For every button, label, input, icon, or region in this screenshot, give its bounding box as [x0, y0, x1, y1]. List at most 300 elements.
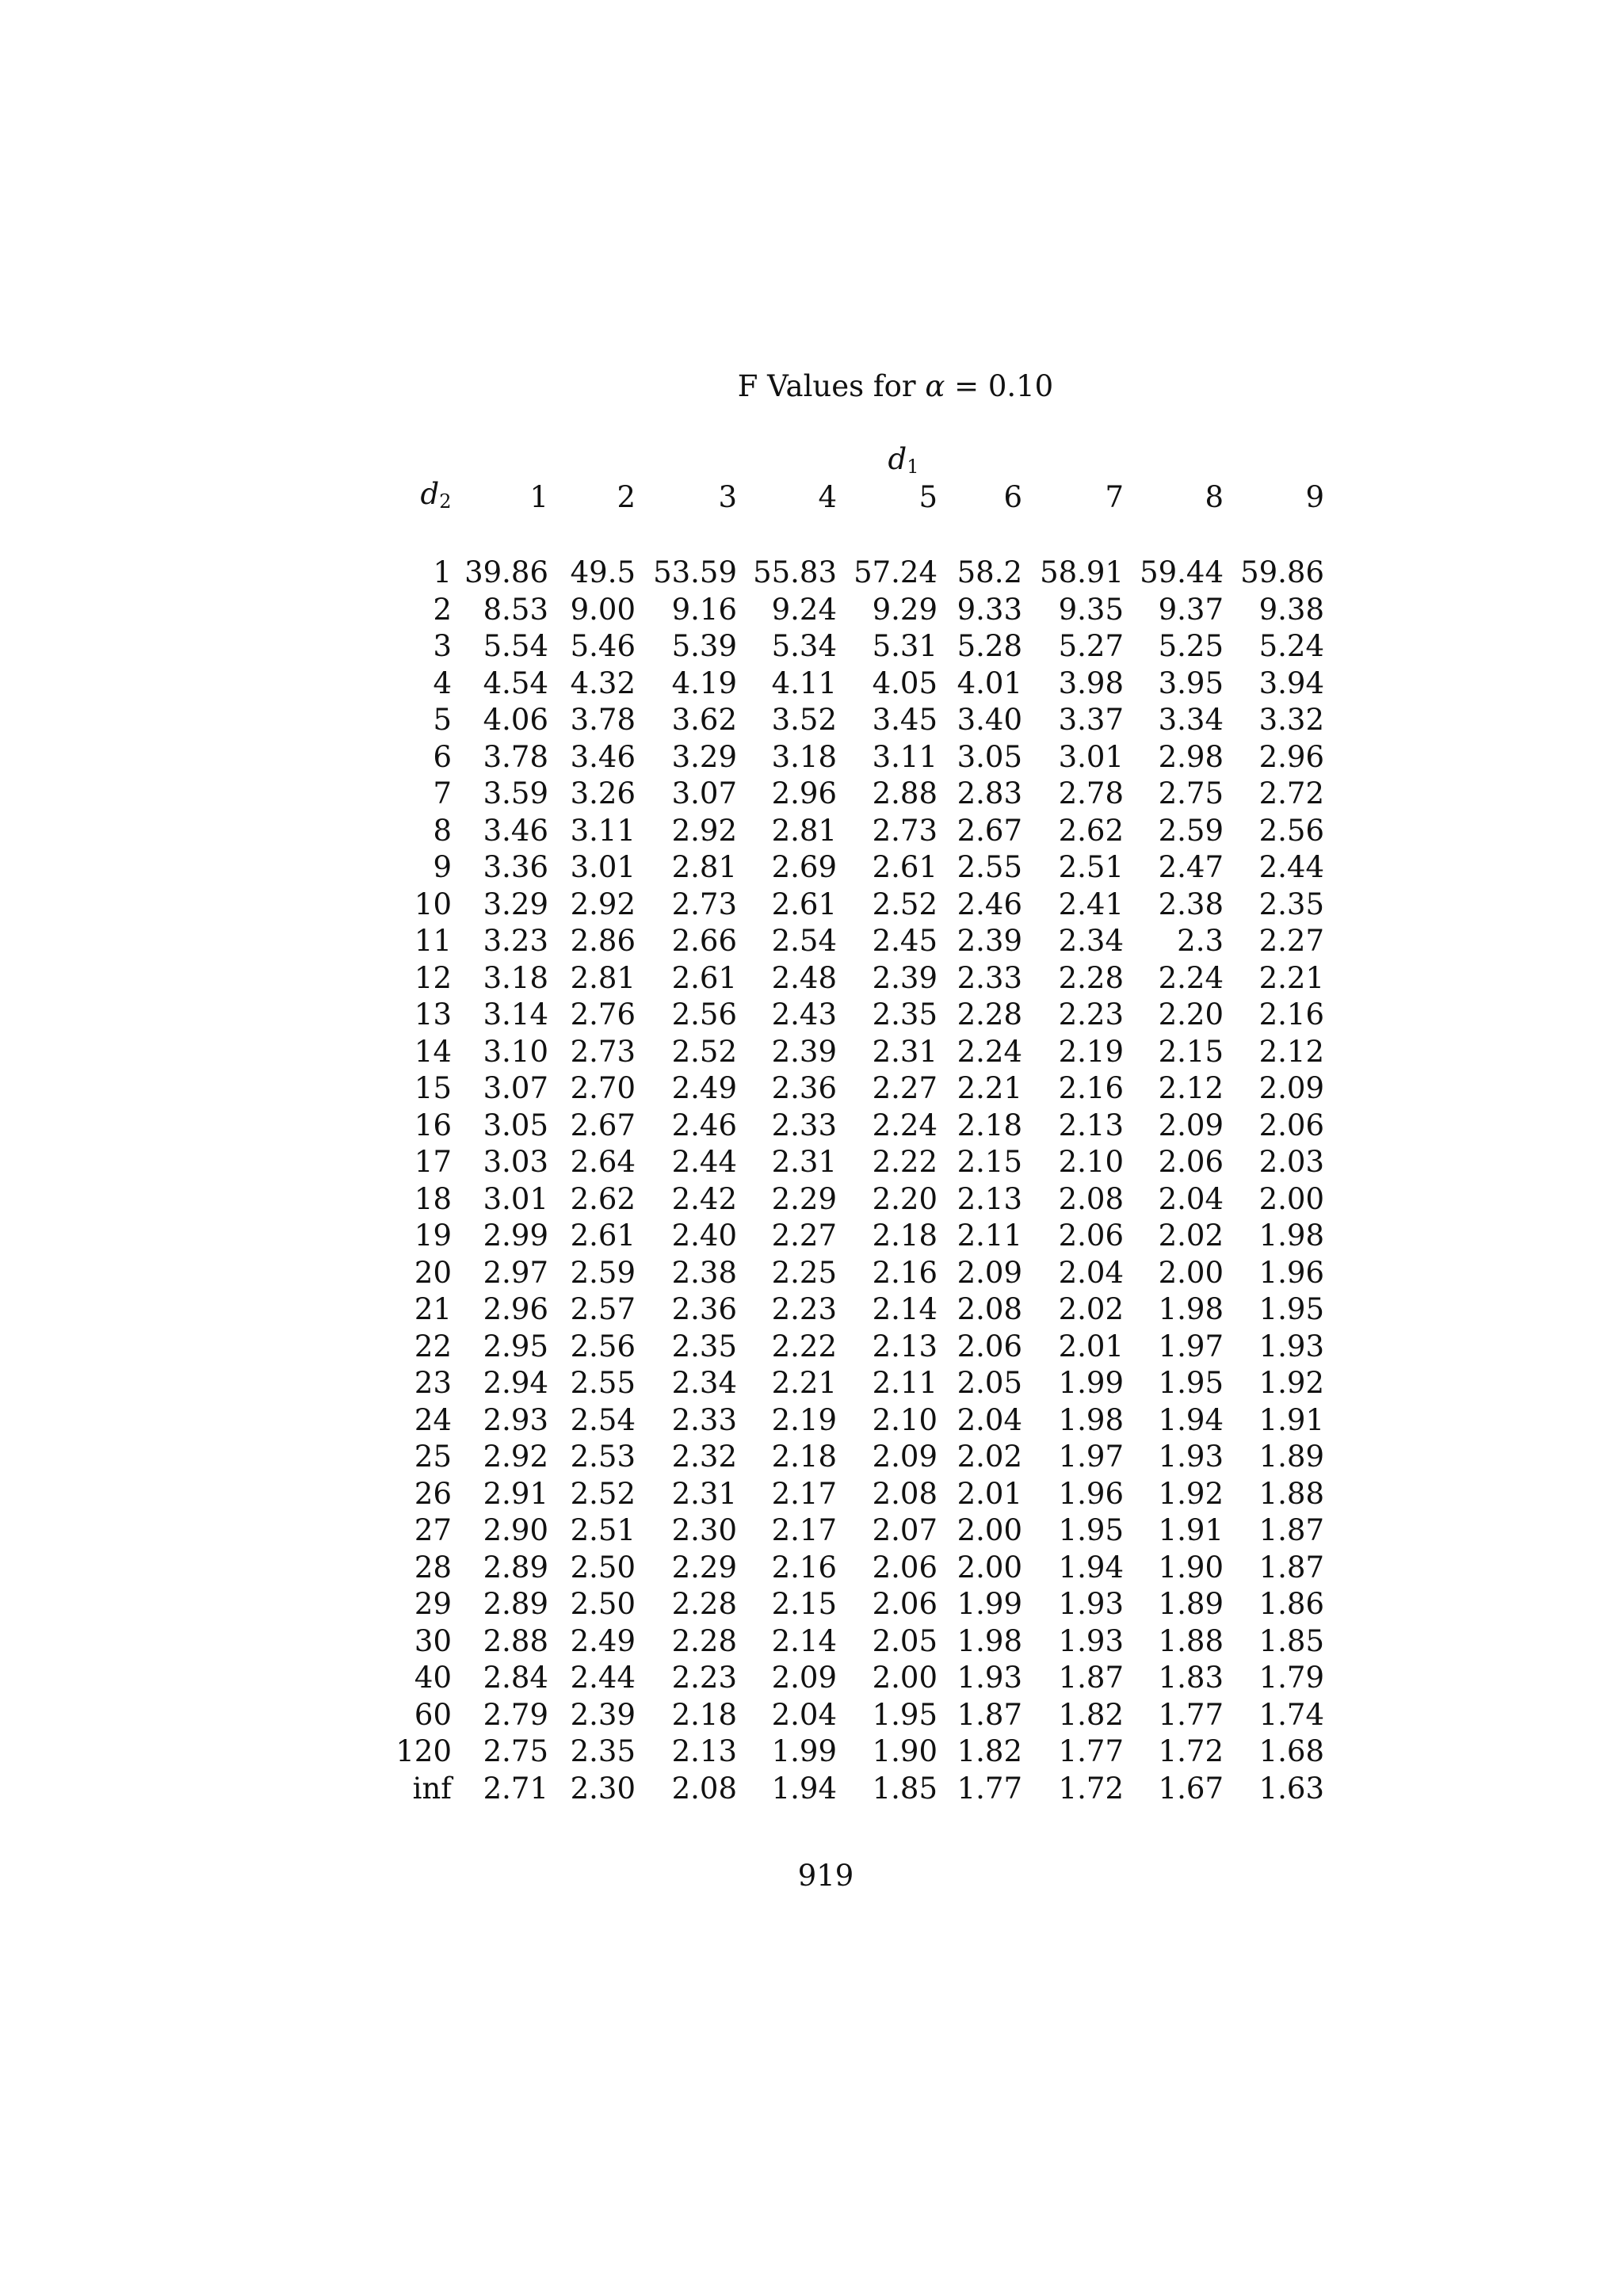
row-label: 28	[414, 1550, 452, 1585]
table-cell: 1.90	[872, 1734, 938, 1768]
table-cell: 2.52	[671, 1034, 737, 1069]
table-cell: 2.35	[570, 1734, 636, 1768]
row-label: 30	[414, 1623, 452, 1658]
table-cell: 2.02	[957, 1440, 1022, 1474]
table-cell: 2.50	[570, 1587, 636, 1621]
table-cell: 2.44	[570, 1661, 636, 1695]
table-cell: 1.93	[1158, 1440, 1224, 1474]
table-cell: 2.34	[1058, 924, 1124, 958]
column-header: 8	[1205, 480, 1224, 514]
row-label: 7	[433, 776, 452, 810]
table-cell: 9.35	[1058, 592, 1124, 627]
row-label: 2	[433, 592, 452, 627]
table-cell: 2.22	[771, 1329, 837, 1363]
column-header: 6	[1003, 480, 1022, 514]
row-label: 18	[414, 1181, 452, 1216]
table-cell: 1.89	[1158, 1587, 1224, 1621]
table-cell: 2.61	[671, 960, 737, 995]
table-cell: 2.46	[957, 887, 1022, 921]
table-cell: 2.88	[483, 1623, 548, 1658]
column-header: 2	[617, 480, 636, 514]
table-cell: 2.28	[957, 997, 1022, 1032]
table-cell: 3.18	[483, 960, 548, 995]
table-cell: 2.14	[872, 1292, 938, 1326]
table-cell: 2.09	[957, 1255, 1022, 1290]
table-cell: 2.00	[1258, 1181, 1324, 1216]
table-cell: 2.90	[483, 1513, 548, 1547]
table-cell: 2.52	[570, 1476, 636, 1511]
table-cell: 1.77	[1058, 1734, 1124, 1768]
table-cell: 2.62	[1058, 813, 1124, 848]
table-cell: 3.10	[483, 1034, 548, 1069]
table-cell: 2.04	[957, 1402, 1022, 1437]
row-label: 13	[414, 997, 452, 1032]
table-cell: 2.19	[771, 1402, 837, 1437]
page-number: 919	[797, 1859, 854, 1893]
table-cell: 2.11	[872, 1366, 938, 1400]
table-cell: 2.61	[771, 887, 837, 921]
table-cell: 2.16	[1258, 997, 1324, 1032]
table-cell: 2.18	[671, 1697, 737, 1732]
table-cell: 2.51	[570, 1513, 636, 1547]
table-cell: 2.11	[957, 1219, 1022, 1253]
table-cell: 2.44	[1258, 850, 1324, 884]
row-label: 22	[414, 1329, 452, 1363]
table-cell: 2.35	[671, 1329, 737, 1363]
table-cell: 2.92	[483, 1440, 548, 1474]
table-cell: 2.38	[671, 1255, 737, 1290]
table-cell: 2.23	[771, 1292, 837, 1326]
table-cell: 2.89	[483, 1550, 548, 1585]
table-cell: 2.30	[570, 1771, 636, 1806]
table-cell: 59.44	[1140, 555, 1224, 589]
table-cell: 5.24	[1258, 629, 1324, 663]
table-cell: 2.28	[1058, 960, 1124, 995]
table-cell: 9.16	[671, 592, 737, 627]
table-cell: 2.39	[570, 1697, 636, 1732]
table-cell: 2.49	[570, 1623, 636, 1658]
d2-base: d	[420, 477, 440, 511]
d2-subscript: 2	[439, 490, 452, 513]
table-cell: 58.2	[957, 555, 1022, 589]
row-label: 15	[414, 1071, 452, 1105]
table-cell: 2.09	[1158, 1108, 1224, 1142]
table-cell: 2.69	[771, 850, 837, 884]
table-cell: 2.42	[671, 1181, 737, 1216]
table-cell: 1.99	[1058, 1366, 1124, 1400]
table-cell: 2.67	[957, 813, 1022, 848]
table-cell: 2.49	[671, 1071, 737, 1105]
table-cell: 1.67	[1158, 1771, 1224, 1806]
table-cell: 2.01	[1058, 1329, 1124, 1363]
table-cell: 2.25	[771, 1255, 837, 1290]
table-cell: 3.98	[1058, 666, 1124, 700]
table-cell: 1.63	[1258, 1771, 1324, 1806]
row-label: 9	[433, 850, 452, 884]
table-cell: 3.34	[1158, 703, 1224, 737]
table-cell: 2.75	[483, 1734, 548, 1768]
table-cell: 2.36	[771, 1071, 837, 1105]
column-header: 9	[1305, 480, 1324, 514]
table-cell: 2.05	[872, 1623, 938, 1658]
table-cell: 3.26	[570, 776, 636, 810]
table-cell: 2.54	[771, 924, 837, 958]
table-cell: 2.75	[1158, 776, 1224, 810]
table-cell: 2.84	[483, 1661, 548, 1695]
table-cell: 2.29	[671, 1550, 737, 1585]
table-cell: 3.01	[483, 1181, 548, 1216]
table-cell: 2.17	[771, 1513, 837, 1547]
table-cell: 2.35	[1258, 887, 1324, 921]
table-cell: 2.06	[1258, 1108, 1324, 1142]
table-cell: 2.55	[570, 1366, 636, 1400]
table-cell: 2.54	[570, 1402, 636, 1437]
table-cell: 2.34	[671, 1366, 737, 1400]
row-label: 60	[414, 1697, 452, 1732]
table-cell: 2.32	[671, 1440, 737, 1474]
table-cell: 2.50	[570, 1550, 636, 1585]
table-cell: 2.19	[1058, 1034, 1124, 1069]
table-cell: 4.32	[570, 666, 636, 700]
table-cell: 2.00	[957, 1550, 1022, 1585]
table-cell: 2.98	[1158, 739, 1224, 774]
table-cell: 2.22	[872, 1145, 938, 1179]
table-cell: 2.04	[1158, 1181, 1224, 1216]
table-cell: 3.46	[570, 739, 636, 774]
table-cell: 3.78	[570, 703, 636, 737]
table-cell: 3.11	[872, 739, 938, 774]
table-cell: 2.44	[671, 1145, 737, 1179]
table-cell: 3.32	[1258, 703, 1324, 737]
table-cell: 2.83	[957, 776, 1022, 810]
table-cell: 2.13	[957, 1181, 1022, 1216]
table-cell: 2.70	[570, 1071, 636, 1105]
table-cell: 4.11	[771, 666, 837, 700]
table-cell: 1.87	[1258, 1550, 1324, 1585]
table-cell: 4.19	[671, 666, 737, 700]
table-cell: 1.93	[1058, 1623, 1124, 1658]
table-cell: 2.15	[1158, 1034, 1224, 1069]
table-cell: 2.09	[872, 1440, 938, 1474]
table-cell: 2.30	[671, 1513, 737, 1547]
table-cell: 9.33	[957, 592, 1022, 627]
table-cell: 5.34	[771, 629, 837, 663]
table-cell: 2.06	[872, 1550, 938, 1585]
d1-axis-label	[880, 444, 927, 482]
table-cell: 3.78	[483, 739, 548, 774]
table-cell: 2.00	[957, 1513, 1022, 1547]
row-label: 120	[395, 1734, 452, 1768]
table-title	[0, 369, 1623, 404]
table-cell: 2.93	[483, 1402, 548, 1437]
row-label: 5	[433, 703, 452, 737]
table-cell: 2.45	[872, 924, 938, 958]
table-cell: 2.28	[671, 1623, 737, 1658]
table-cell: 2.73	[570, 1034, 636, 1069]
table-cell: 2.08	[671, 1771, 737, 1806]
table-cell: 3.29	[671, 739, 737, 774]
table-cell: 2.41	[1058, 887, 1124, 921]
table-cell: 2.12	[1258, 1034, 1324, 1069]
table-cell: 2.57	[570, 1292, 636, 1326]
table-cell: 2.01	[957, 1476, 1022, 1511]
table-cell: 2.23	[1058, 997, 1124, 1032]
table-cell: 2.46	[671, 1108, 737, 1142]
table-cell: 2.08	[872, 1476, 938, 1511]
table-cell: 1.92	[1258, 1366, 1324, 1400]
table-cell: 1.98	[1058, 1402, 1124, 1437]
table-cell: 1.94	[771, 1771, 837, 1806]
table-cell: 1.95	[1258, 1292, 1324, 1326]
table-cell: 2.16	[771, 1550, 837, 1585]
table-cell: 2.36	[671, 1292, 737, 1326]
table-cell: 57.24	[854, 555, 938, 589]
table-cell: 2.39	[771, 1034, 837, 1069]
table-cell: 2.28	[671, 1587, 737, 1621]
row-label: 10	[414, 887, 452, 921]
table-cell: 2.06	[1158, 1145, 1224, 1179]
column-header: 7	[1105, 480, 1124, 514]
table-cell: 2.16	[872, 1255, 938, 1290]
table-cell: 1.91	[1258, 1402, 1324, 1437]
table-cell: 2.81	[771, 813, 837, 848]
column-header: 3	[718, 480, 737, 514]
table-cell: 4.05	[872, 666, 938, 700]
row-label: 8	[433, 813, 452, 848]
table-cell: 3.07	[483, 1071, 548, 1105]
row-label: 24	[414, 1402, 452, 1437]
row-label: 3	[433, 629, 452, 663]
table-cell: 2.96	[771, 776, 837, 810]
row-label: 20	[414, 1255, 452, 1290]
table-cell: 1.99	[771, 1734, 837, 1768]
table-cell: 2.31	[771, 1145, 837, 1179]
table-cell: 2.24	[1158, 960, 1224, 995]
table-cell: 9.00	[570, 592, 636, 627]
table-cell: 2.86	[570, 924, 636, 958]
row-label: 23	[414, 1366, 452, 1400]
table-cell: 2.92	[671, 813, 737, 848]
table-cell: 9.38	[1258, 592, 1324, 627]
table-cell: 2.39	[872, 960, 938, 995]
table-cell: 2.76	[570, 997, 636, 1032]
table-cell: 2.91	[483, 1476, 548, 1511]
table-cell: 2.24	[872, 1108, 938, 1142]
table-cell: 2.33	[771, 1108, 837, 1142]
table-cell: 1.95	[872, 1697, 938, 1732]
table-cell: 3.05	[957, 739, 1022, 774]
row-label: 12	[414, 960, 452, 995]
table-cell: 1.87	[1058, 1661, 1124, 1695]
table-cell: 5.39	[671, 629, 737, 663]
table-cell: 2.21	[1258, 960, 1324, 995]
table-cell: 2.62	[570, 1181, 636, 1216]
table-cell: 5.27	[1058, 629, 1124, 663]
table-cell: 2.52	[872, 887, 938, 921]
table-cell: 5.46	[570, 629, 636, 663]
table-cell: 3.40	[957, 703, 1022, 737]
table-cell: 1.91	[1158, 1513, 1224, 1547]
table-cell: 8.53	[483, 592, 548, 627]
table-cell: 2.29	[771, 1181, 837, 1216]
table-cell: 2.43	[771, 997, 837, 1032]
table-cell: 3.62	[671, 703, 737, 737]
table-cell: 3.23	[483, 924, 548, 958]
table-cell: 2.02	[1058, 1292, 1124, 1326]
row-label: 11	[414, 924, 452, 958]
table-cell: 3.03	[483, 1145, 548, 1179]
table-cell: 2.08	[1058, 1181, 1124, 1216]
table-cell: 2.59	[570, 1255, 636, 1290]
table-cell: 2.27	[872, 1071, 938, 1105]
table-cell: 2.51	[1058, 850, 1124, 884]
table-cell: 3.37	[1058, 703, 1124, 737]
table-cell: 2.08	[957, 1292, 1022, 1326]
table-cell: 1.90	[1158, 1550, 1224, 1585]
table-cell: 1.98	[1158, 1292, 1224, 1326]
table-cell: 1.77	[957, 1771, 1022, 1806]
alpha-symbol: α	[925, 369, 945, 403]
table-cell: 2.39	[957, 924, 1022, 958]
table-cell: 1.82	[957, 1734, 1022, 1768]
table-cell: 3.95	[1158, 666, 1224, 700]
table-cell: 2.96	[1258, 739, 1324, 774]
table-cell: 2.38	[1158, 887, 1224, 921]
table-cell: 9.29	[872, 592, 938, 627]
row-label: 17	[414, 1145, 452, 1179]
table-cell: 2.47	[1158, 850, 1224, 884]
title-prefix: F Values for	[737, 369, 916, 403]
table-cell: 2.00	[872, 1661, 938, 1695]
table-cell: 2.07	[872, 1513, 938, 1547]
table-cell: 2.55	[957, 850, 1022, 884]
table-cell: 2.13	[872, 1329, 938, 1363]
row-label: 19	[414, 1219, 452, 1253]
table-cell: 3.46	[483, 813, 548, 848]
table-cell: 3.01	[570, 850, 636, 884]
table-cell: 3.52	[771, 703, 837, 737]
table-cell: 2.59	[1158, 813, 1224, 848]
table-cell: 2.23	[671, 1661, 737, 1695]
table-cell: 2.61	[872, 850, 938, 884]
table-cell: 1.99	[957, 1587, 1022, 1621]
table-cell: 2.06	[872, 1587, 938, 1621]
row-label: 16	[414, 1108, 452, 1142]
row-label: 26	[414, 1476, 452, 1511]
table-cell: 1.72	[1158, 1734, 1224, 1768]
d1-base: d	[888, 442, 907, 476]
table-cell: 2.13	[1058, 1108, 1124, 1142]
column-header: 4	[818, 480, 837, 514]
table-cell: 2.78	[1058, 776, 1124, 810]
table-cell: 2.31	[671, 1476, 737, 1511]
table-cell: 2.27	[1258, 924, 1324, 958]
table-cell: 2.92	[570, 887, 636, 921]
table-cell: 5.54	[483, 629, 548, 663]
table-cell: 4.06	[483, 703, 548, 737]
table-cell: 2.09	[771, 1661, 837, 1695]
table-cell: 2.18	[771, 1440, 837, 1474]
table-cell: 1.83	[1158, 1661, 1224, 1695]
table-cell: 1.87	[1258, 1513, 1324, 1547]
table-cell: 1.74	[1258, 1697, 1324, 1732]
d1-subscript: 1	[907, 456, 919, 478]
table-cell: 2.56	[671, 997, 737, 1032]
table-cell: 3.94	[1258, 666, 1324, 700]
table-cell: 2.21	[771, 1366, 837, 1400]
table-cell: 4.01	[957, 666, 1022, 700]
table-cell: 2.16	[1058, 1071, 1124, 1105]
table-cell: 39.86	[464, 555, 548, 589]
table-cell: 2.31	[872, 1034, 938, 1069]
table-cell: 3.14	[483, 997, 548, 1032]
table-cell: 2.09	[1258, 1071, 1324, 1105]
table-cell: 2.67	[570, 1108, 636, 1142]
table-cell: 2.48	[771, 960, 837, 995]
table-cell: 1.95	[1058, 1513, 1124, 1547]
table-cell: 2.21	[957, 1071, 1022, 1105]
table-cell: 1.96	[1258, 1255, 1324, 1290]
table-cell: 1.89	[1258, 1440, 1324, 1474]
table-cell: 1.98	[957, 1623, 1022, 1658]
title-suffix: = 0.10	[954, 369, 1054, 403]
table-cell: 2.33	[671, 1402, 737, 1437]
table-cell: 1.88	[1158, 1623, 1224, 1658]
table-cell: 58.91	[1040, 555, 1124, 589]
table-cell: 1.88	[1258, 1476, 1324, 1511]
table-cell: 1.95	[1158, 1366, 1224, 1400]
table-cell: 2.20	[872, 1181, 938, 1216]
table-cell: 2.89	[483, 1587, 548, 1621]
table-cell: 2.33	[957, 960, 1022, 995]
row-label: 21	[414, 1292, 452, 1326]
table-cell: 2.94	[483, 1366, 548, 1400]
table-cell: 2.73	[872, 813, 938, 848]
table-cell: 3.29	[483, 887, 548, 921]
table-cell: 2.35	[872, 997, 938, 1032]
row-label: 14	[414, 1034, 452, 1069]
column-header: 1	[529, 480, 548, 514]
table-cell: 2.71	[483, 1771, 548, 1806]
column-header: 5	[918, 480, 938, 514]
table-cell: 2.73	[671, 887, 737, 921]
row-label: 6	[433, 739, 452, 774]
table-cell: 2.97	[483, 1255, 548, 1290]
table-cell: 1.85	[1258, 1623, 1324, 1658]
table-cell: 1.97	[1058, 1440, 1124, 1474]
table-cell: 2.64	[570, 1145, 636, 1179]
table-cell: 2.13	[671, 1734, 737, 1768]
row-label: 40	[414, 1661, 452, 1695]
table-cell: 1.93	[957, 1661, 1022, 1695]
table-cell: 1.94	[1158, 1402, 1224, 1437]
table-cell: 3.59	[483, 776, 548, 810]
table-cell: 2.61	[570, 1219, 636, 1253]
table-cell: 2.72	[1258, 776, 1324, 810]
table-cell: 53.59	[653, 555, 737, 589]
table-cell: 1.85	[872, 1771, 938, 1806]
table-cell: 2.00	[1158, 1255, 1224, 1290]
table-cell: 2.04	[771, 1697, 837, 1732]
table-cell: 2.81	[671, 850, 737, 884]
table-cell: 2.06	[957, 1329, 1022, 1363]
table-cell: 5.25	[1158, 629, 1224, 663]
table-cell: 2.24	[957, 1034, 1022, 1069]
d2-axis-label	[412, 479, 460, 517]
row-label: 1	[433, 555, 452, 589]
table-cell: 3.05	[483, 1108, 548, 1142]
table-cell: 2.05	[957, 1366, 1022, 1400]
